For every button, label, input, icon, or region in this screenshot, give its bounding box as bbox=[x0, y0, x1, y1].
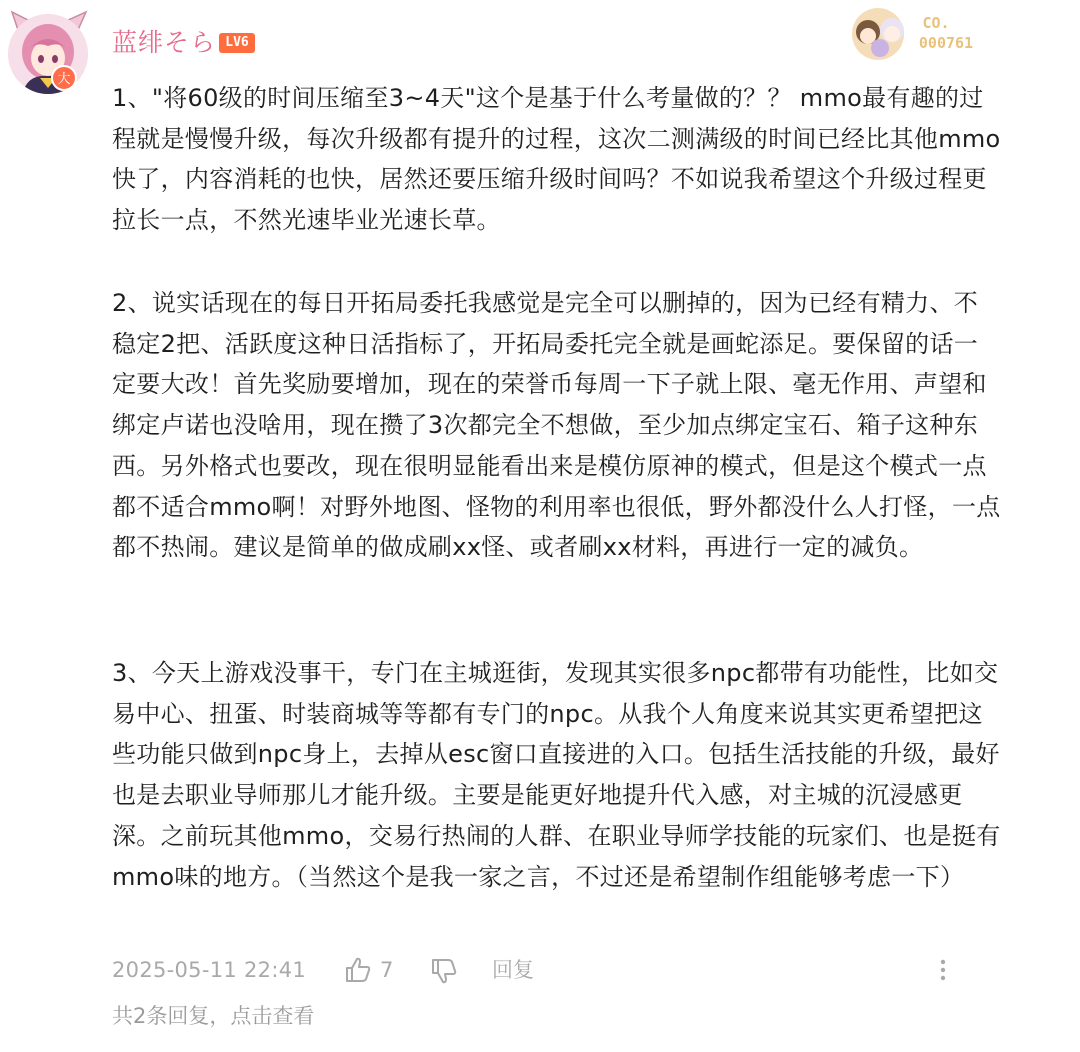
more-vertical-icon[interactable] bbox=[938, 958, 948, 984]
fan-badge-icon bbox=[846, 4, 986, 66]
avatar-tag: 大 bbox=[57, 72, 71, 87]
comment-footer bbox=[112, 952, 972, 988]
badge-code-line1: CO. bbox=[922, 14, 950, 32]
comment-paragraph-1: 1、"将60级的时间压缩至3~4天"这个是基于什么考量做的？？ mmo最有趣的过程就是慢慢升级，每次升级都有提升的过程，这次二测满级的时间已经比其他mmo快了，内容消耗的也快，居然还要压缩升级时间吗？不如说我希望这个升级过程更拉长一点，不然光速毕业光速长草。 bbox=[112, 84, 1001, 235]
username[interactable]: 蓝绯そら bbox=[112, 28, 217, 57]
view-replies-link[interactable]: 共2条回复，点击查看 bbox=[112, 1004, 315, 1028]
comment-paragraph-2: 2、说实话现在的每日开拓局委托我感觉是完全可以删掉的，因为已经有精力、不稳定2把、活跃度这种日活指标了，开拓局委托完全就是画蛇添足。要保留的话一定要大改！首先奖励要增加，现在的荣誉币每周一下子就上限、毫无作用、声望和绑定卢诺也没啥用，现在攒了3次都完全不想做，至少加点绑定宝石、箱子这种东西。另外格式也要改，现在很明显能看出来是模仿原神的模式，但是这个模式一点都不适合mmo啊！对野外地图、怪物的利用率也很低，野外都没什么人打怪，一点都不热闹。建议是简单的做成刷xx怪、或者刷xx材料，再进行一定的减负。 bbox=[112, 289, 1001, 562]
user-avatar[interactable] bbox=[4, 8, 92, 96]
reply-button[interactable]: 回复 bbox=[492, 958, 534, 982]
comment-paragraph-3: 3、今天上游戏没事干，专门在主城逛街，发现其实很多npc都带有功能性，比如交易中心、扭蛋、时装商城等等都有专门的npc。从我个人角度来说其实更希望把这些功能只做到npc身上，去掉从esc窗口直接进的入口。包括生活技能的升级，最好也是去职业导师那儿才能升级。主要是能更好地提升代入感，对主城的沉浸感更深。之前玩其他mmo，交易行热闹的人群、在职业导师学技能的玩家们、也是挺有mmo味的地方。（当然这个是我一家之言，不过还是希望制作组能够考虑一下） bbox=[112, 659, 1001, 891]
fan-badge bbox=[846, 4, 986, 66]
thumbs-up-icon[interactable] bbox=[344, 957, 372, 983]
like-count: 7 bbox=[380, 958, 394, 982]
thumbs-down-icon[interactable] bbox=[430, 958, 458, 984]
comment-timestamp: 2025-05-11 22:41 bbox=[112, 958, 307, 982]
avatar-icon bbox=[4, 8, 92, 96]
level-badge: LV6 bbox=[219, 33, 255, 53]
badge-code-line2: 000761 bbox=[918, 34, 974, 52]
